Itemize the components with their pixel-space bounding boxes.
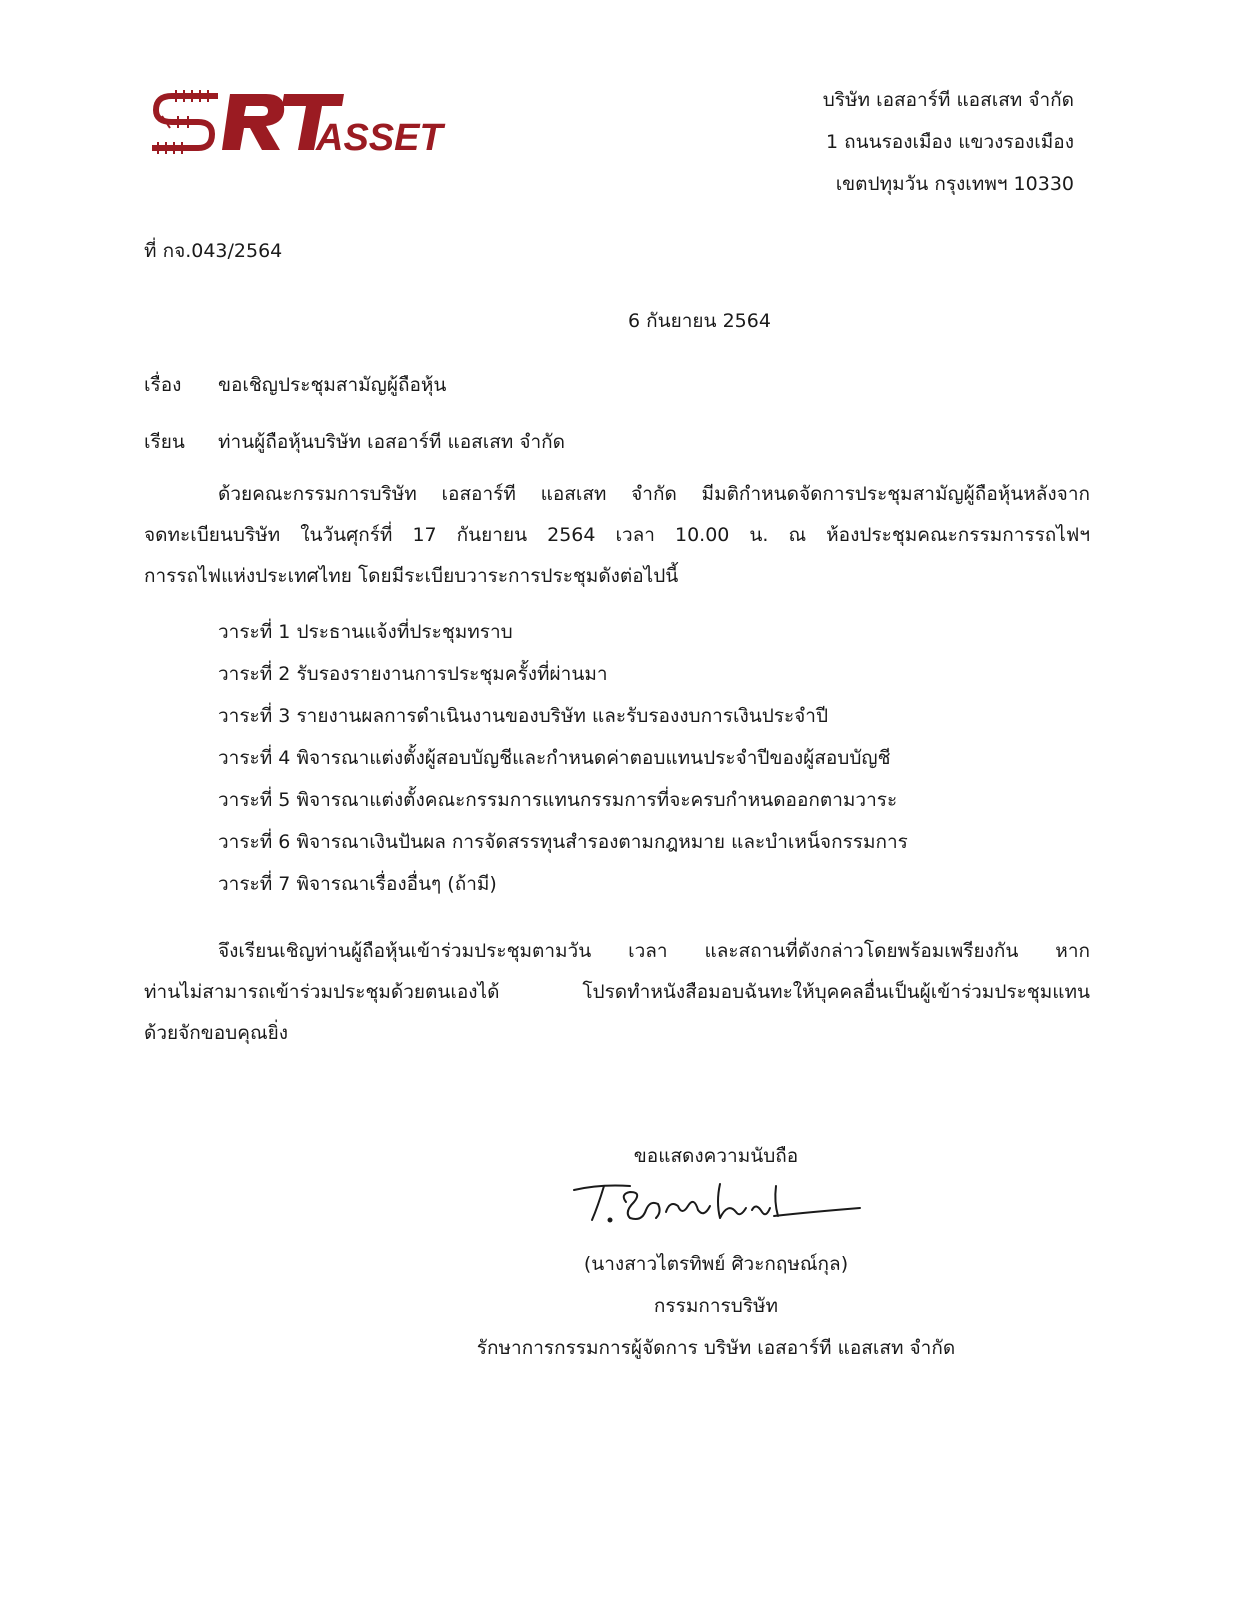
agenda-item: วาระที่ 2 รับรองรายงานการประชุมครั้งที่ผ่านมา — [218, 663, 608, 685]
paragraph-line: จึงเรียนเชิญท่านผู้ถือหุ้นเข้าร่วมประชุมตามวัน เวลา และสถานที่ดังกล่าวโดยพร้อมเพรียงกัน หาก — [218, 940, 1090, 962]
agenda-item: วาระที่ 4 พิจารณาแต่งตั้งผู้สอบบัญชีและกำหนดค่าตอบแทนประจำปีของผู้สอบบัญชี — [218, 747, 891, 769]
subject-line — [144, 370, 446, 400]
agenda-item: วาระที่ 1 ประธานแจ้งที่ประชุมทราบ — [218, 621, 513, 643]
signer-block — [456, 1249, 976, 1375]
paragraph-line: การรถไฟแห่งประเทศไทย โดยมีระเบียบวาระการประชุมดังต่อไปนี้ — [144, 565, 679, 587]
recipient-label: เรียน — [144, 431, 185, 453]
company-address — [823, 86, 1074, 212]
paragraph-line: ด้วยคณะกรรมการบริษัท เอสอาร์ที แอสเสท จำกัด มีมติกำหนดจัดการประชุมสามัญผู้ถือหุ้นหลังจาก — [218, 483, 1090, 505]
signer-position: กรรมการบริษัท — [653, 1295, 779, 1317]
svg-text:ASSET: ASSET — [316, 117, 443, 158]
agenda-item: วาระที่ 5 พิจารณาแต่งตั้งคณะกรรมการแทนกรรมการที่จะครบกำหนดออกตามวาระ — [218, 789, 898, 811]
paragraph-line: ด้วยจักขอบคุณยิ่ง — [144, 1022, 288, 1044]
address-line: บริษัท เอสอาร์ที แอสเสท จำกัด — [822, 89, 1074, 111]
recipient-line — [144, 427, 565, 457]
body-paragraph-2 — [144, 935, 1090, 1058]
agenda-item: วาระที่ 7 พิจารณาเรื่องอื่นๆ (ถ้ามี) — [218, 873, 497, 895]
closing-phrase: ขอแสดงความนับถือ — [633, 1145, 799, 1167]
handwritten-signature — [570, 1172, 870, 1232]
body-paragraph-1 — [144, 478, 1090, 601]
paragraph-line: จดทะเบียนบริษัท ในวันศุกร์ที่ 17 กันยายน 2564 เวลา 10.00 น. ณ ห้องประชุมคณะกรรมการรถไฟฯ — [144, 524, 1090, 546]
paragraph-line: ท่านไม่สามารถเข้าร่วมประชุมด้วยตนเองได้ โปรดทำหนังสือมอบฉันทะให้บุคคลอื่นเป็นผู้เข้าร่วมประชุมแทน — [144, 981, 1090, 1003]
signer-name: (นางสาวไตรทิพย์ ศิวะกฤษณ์กุล) — [583, 1253, 849, 1275]
recipient-text: ท่านผู้ถือหุ้นบริษัท เอสอาร์ที แอสเสท จำกัด — [218, 431, 566, 453]
agenda-item: วาระที่ 3 รายงานผลการดำเนินงานของบริษัท และรับรองงบการเงินประจำปี — [218, 705, 829, 727]
agenda-list — [218, 616, 908, 910]
company-logo — [148, 86, 448, 158]
reference-number: ที่ กจ.043/2564 — [144, 240, 283, 262]
subject-label: เรื่อง — [144, 374, 182, 396]
letter-date: 6 กันยายน 2564 — [628, 310, 771, 332]
address-line: 1 ถนนรองเมือง แขวงรองเมือง — [825, 131, 1074, 153]
agenda-item: วาระที่ 6 พิจารณาเงินปันผล การจัดสรรทุนสำรองตามกฎหมาย และบำเหน็จกรรมการ — [218, 831, 908, 853]
address-line: เขตปทุมวัน กรุงเทพฯ 10330 — [835, 173, 1074, 195]
subject-text: ขอเชิญประชุมสามัญผู้ถือหุ้น — [218, 374, 447, 396]
signer-position: รักษาการกรรมการผู้จัดการ บริษัท เอสอาร์ที แอสเสท จำกัด — [476, 1337, 956, 1359]
